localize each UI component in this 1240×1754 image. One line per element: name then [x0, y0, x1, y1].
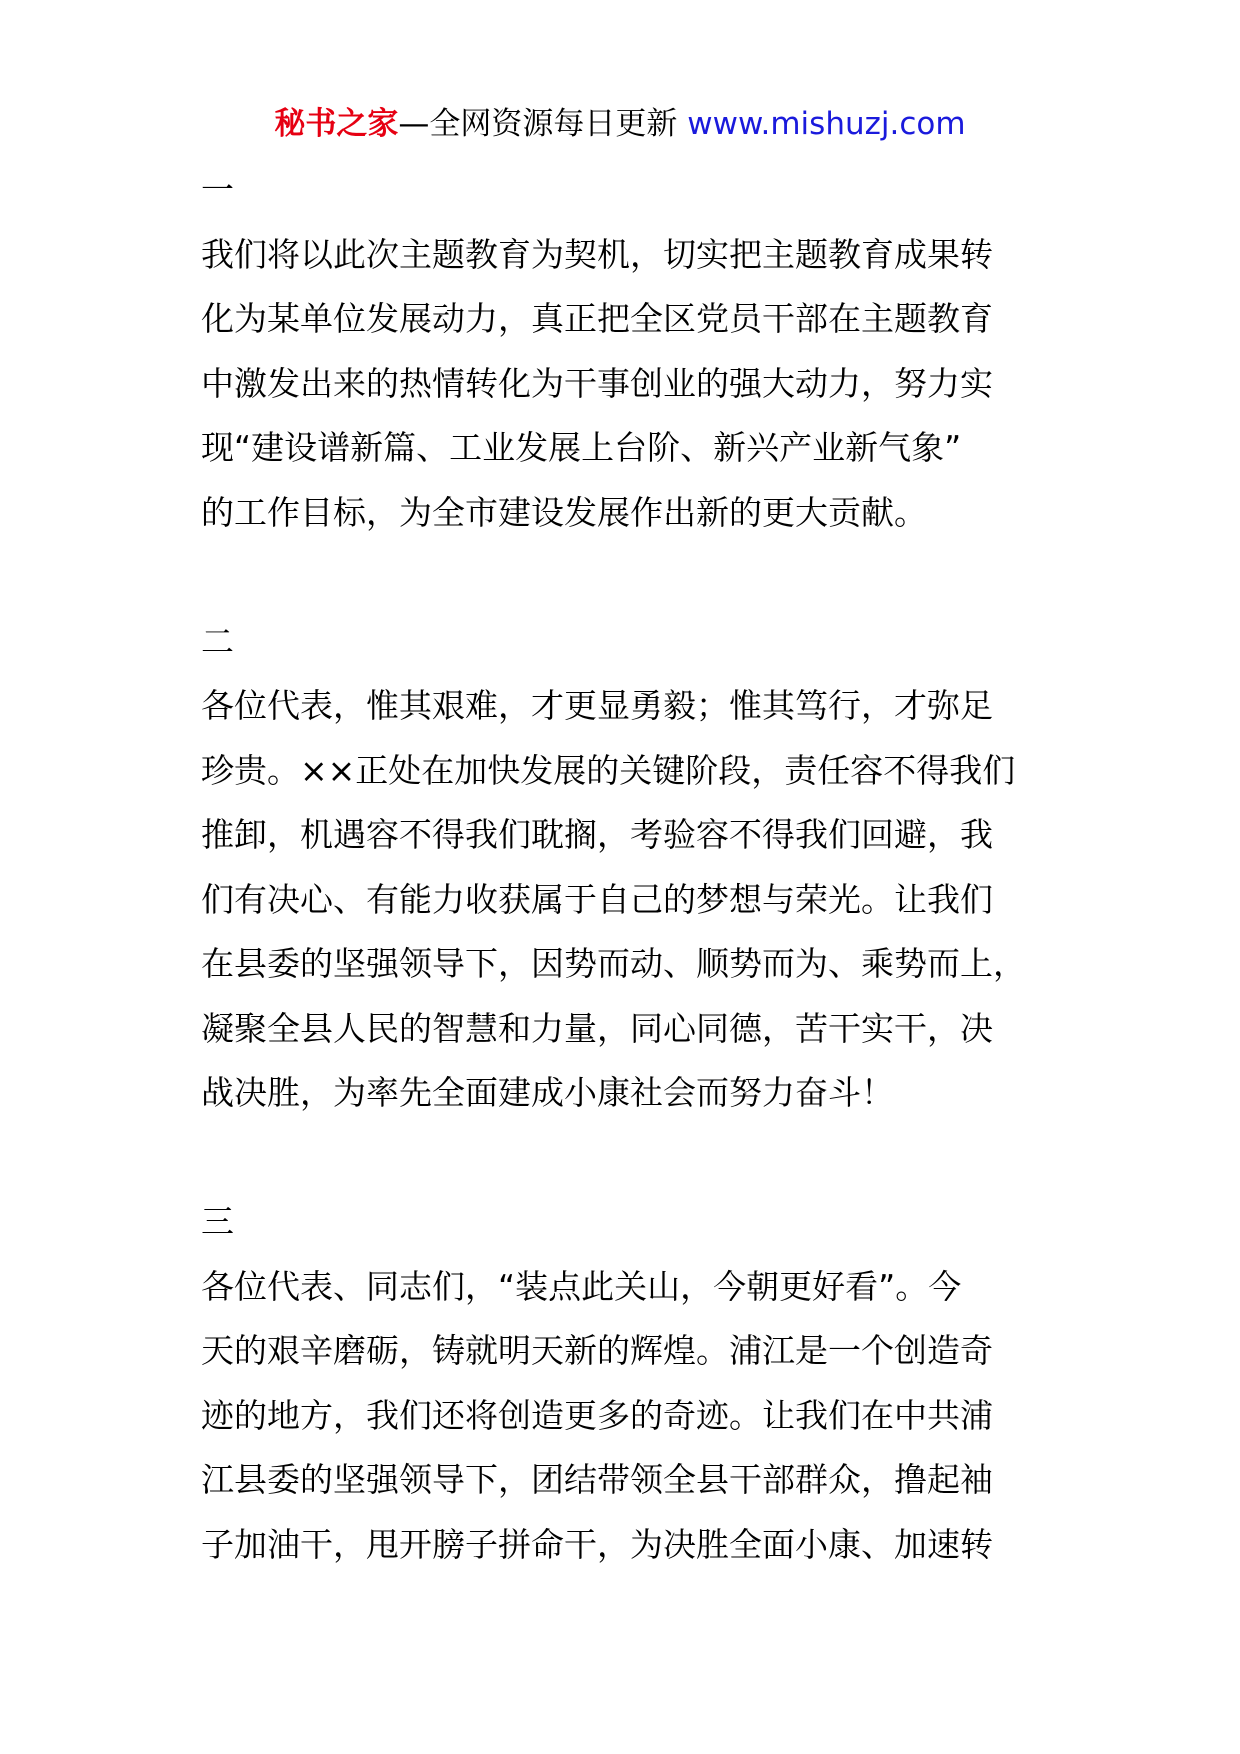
- paragraph-line: 珍贵。××正处在加快发展的关键阶段，责任容不得我们: [201, 750, 1016, 790]
- paragraph-line: 的工作目标，为全市建设发展作出新的更大贡献。: [201, 492, 927, 532]
- paragraph-line: 各位代表，惟其艰难，才更显勇毅；惟其笃行，才弥足: [201, 686, 993, 725]
- paragraph-line: 凝聚全县人民的智慧和力量，同心同德，苦干实干，决: [201, 1008, 993, 1048]
- section-heading: 三: [201, 1202, 234, 1241]
- section-paragraph: [201, 1255, 1081, 1578]
- section-paragraph: [201, 223, 1081, 546]
- paragraph-line: 战决胜，为率先全面建成小康社会而努力奋斗！: [201, 1073, 894, 1112]
- site-url-link[interactable]: www.mishuzj.com: [687, 106, 966, 142]
- paragraph-line: 子加油干，甩开膀子拼命干，为决胜全面小康、加速转: [201, 1524, 993, 1564]
- site-header: [0, 100, 1240, 148]
- section-heading: 一: [201, 170, 234, 209]
- paragraph-line: 现“建设谱新篇、工业发展上台阶、新兴产业新气象”: [201, 428, 962, 467]
- paragraph-line: 们有决心、有能力收获属于自己的梦想与荣光。让我们: [201, 879, 993, 919]
- paragraph-line: 江县委的坚强领导下，团结带领全县干部群众，撸起袖: [201, 1460, 993, 1499]
- section-spacer: [201, 1126, 1081, 1191]
- document-body: [201, 158, 1081, 1577]
- section-paragraph: [201, 674, 1081, 1126]
- paragraph-line: 各位代表、同志们，“装点此关山，今朝更好看”。今: [201, 1266, 962, 1306]
- paragraph-line: 推卸，机遇容不得我们耽搁，考验容不得我们回避，我: [201, 815, 993, 854]
- paragraph-line: 天的艰辛磨砺，铸就明天新的辉煌。浦江是一个创造奇: [201, 1331, 993, 1370]
- site-brand: 秘书之家: [274, 106, 399, 142]
- site-tagline: —全网资源每日更新: [398, 106, 688, 142]
- paragraph-line: 迹的地方，我们还将创造更多的奇迹。让我们在中共浦: [201, 1395, 993, 1435]
- section-heading: 二: [201, 621, 234, 661]
- paragraph-line: 中激发出来的热情转化为干事创业的强大动力，努力实: [201, 363, 993, 403]
- paragraph-line: 化为某单位发展动力，真正把全区党员干部在主题教育: [201, 299, 993, 338]
- paragraph-line: 我们将以此次主题教育为契机，切实把主题教育成果转: [201, 234, 993, 274]
- section-spacer: [201, 545, 1081, 610]
- paragraph-line: 在县委的坚强领导下，因势而动、顺势而为、乘势而上，: [201, 944, 1026, 983]
